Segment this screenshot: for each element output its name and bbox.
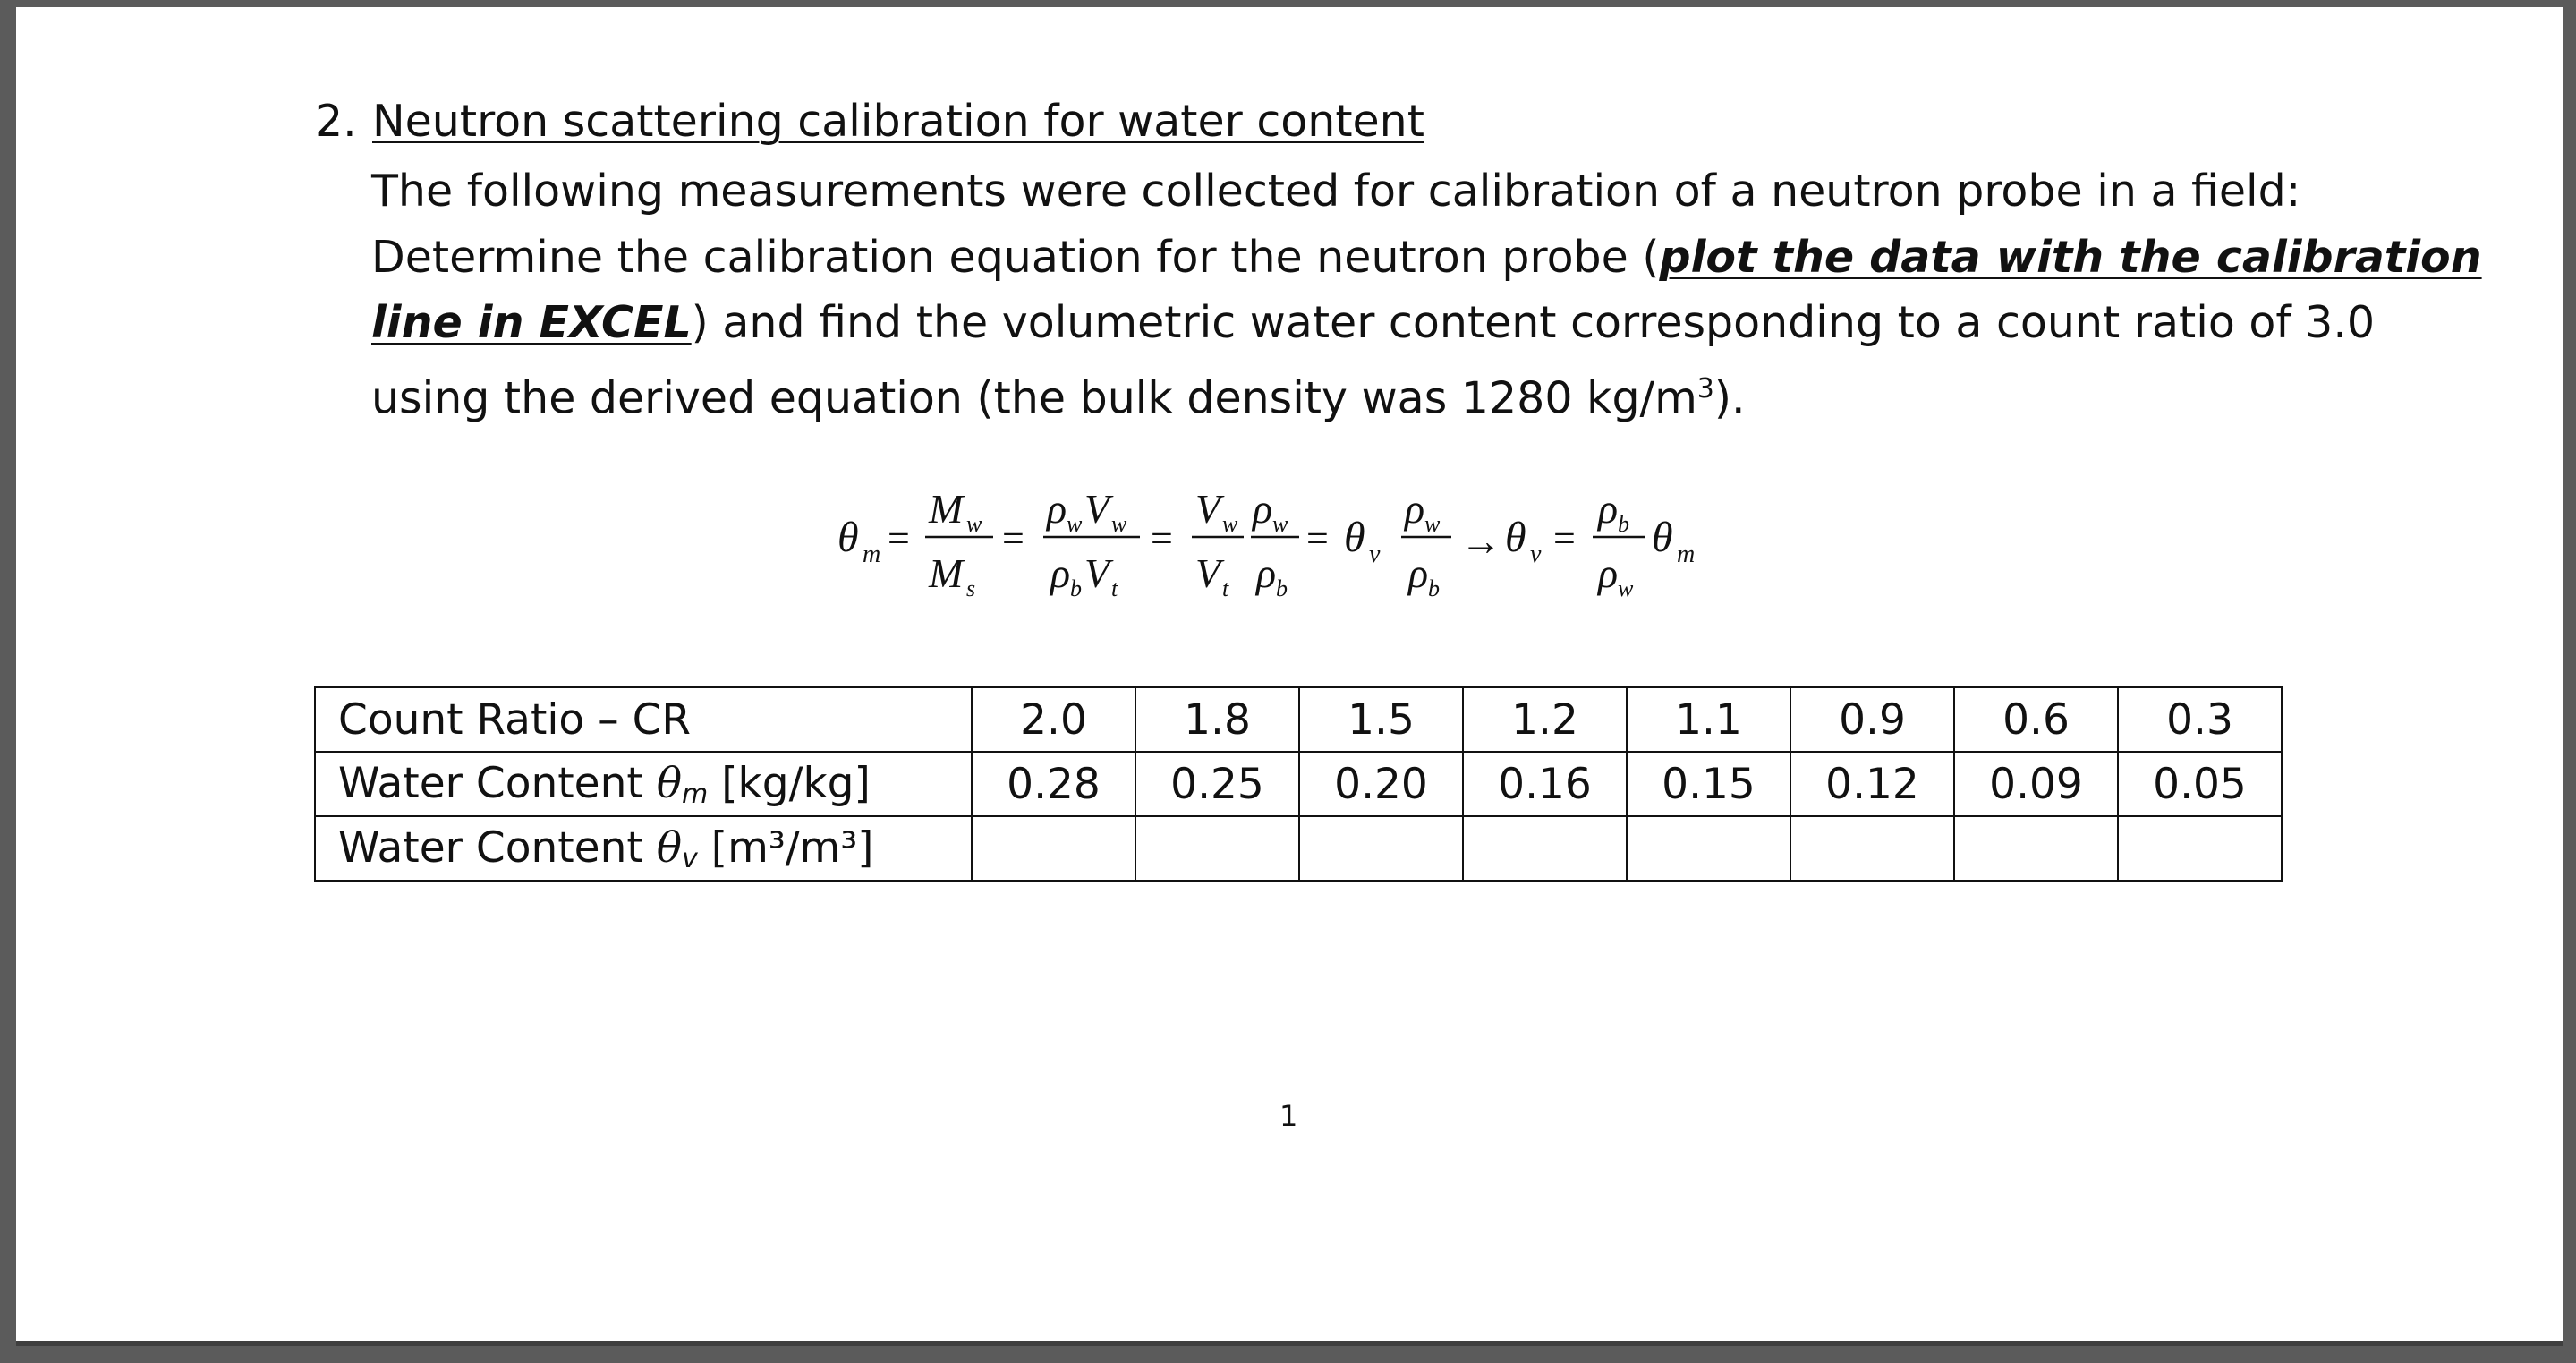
body-line-3: [371, 290, 2376, 356]
svg-text:m: m: [1677, 541, 1696, 568]
body-line-4-end: ).: [1713, 371, 1746, 423]
svg-text:V: V: [1195, 486, 1221, 532]
excel-instruction-cont: line in EXCEL: [371, 297, 692, 348]
svg-text:w: w: [1272, 511, 1288, 537]
body-line-2: [371, 225, 2482, 291]
body-line-2-text: Determine the calibration equation for the neutron probe (: [371, 231, 1660, 283]
svg-text:V: V: [1084, 550, 1110, 596]
table-cell: [1463, 816, 1627, 881]
table-cell: 0.3: [2118, 687, 2282, 752]
svg-text:ρ: ρ: [1253, 486, 1273, 532]
svg-text:b: b: [1276, 575, 1288, 601]
body-line-3-text: ) and find the volumetric water content corresponding to a count ratio of 3.0: [691, 297, 2376, 348]
svg-text:v: v: [1369, 541, 1381, 568]
table-cell: 0.25: [1135, 752, 1299, 816]
svg-text:w: w: [966, 511, 982, 537]
label-text: Water Content: [338, 822, 657, 873]
svg-text:θ: θ: [837, 514, 859, 561]
table-row: [315, 816, 2282, 881]
table-cell: 0.16: [1463, 752, 1627, 816]
svg-text:t: t: [1222, 575, 1229, 601]
theta-subscript: v: [682, 842, 698, 874]
page-number: 1: [1279, 1099, 1298, 1133]
svg-text:V: V: [1195, 550, 1221, 596]
svg-text:t: t: [1111, 575, 1118, 601]
svg-text:=: =: [888, 516, 910, 560]
table-cell: 0.12: [1790, 752, 1954, 816]
body-line-1: The following measurements were collected for calibration of a neutron probe in a field:: [371, 166, 2301, 217]
label-unit: [kg/kg]: [708, 758, 871, 808]
theta-symbol: θ: [656, 758, 683, 808]
svg-text:=: =: [1306, 516, 1329, 560]
label-unit: [m³/m³]: [697, 822, 874, 873]
svg-text:b: b: [1070, 575, 1082, 601]
table-cell: 0.9: [1790, 687, 1954, 752]
svg-text:ρ: ρ: [1047, 486, 1067, 532]
table-row: [315, 687, 2282, 752]
theta-symbol: θ: [656, 822, 683, 873]
label-text: Water Content: [338, 758, 657, 808]
svg-text:v: v: [1530, 541, 1542, 568]
svg-text:ρ: ρ: [1256, 550, 1277, 596]
table-cell: [1299, 816, 1463, 881]
svg-text:θ: θ: [1505, 514, 1526, 561]
svg-text:→: →: [1460, 518, 1501, 564]
svg-text:m: m: [863, 541, 881, 568]
table-cell: [2118, 816, 2282, 881]
svg-text:b: b: [1618, 511, 1629, 537]
table-cell: 0.28: [972, 752, 1135, 816]
table-cell: 0.05: [2118, 752, 2282, 816]
svg-text:s: s: [966, 575, 976, 601]
svg-text:ρ: ρ: [1598, 486, 1619, 532]
svg-text:V: V: [1084, 486, 1110, 532]
svg-text:=: =: [1002, 516, 1024, 560]
question-heading: [315, 93, 1424, 150]
table-cell: 1.2: [1463, 687, 1627, 752]
table-cell: 0.6: [1954, 687, 2118, 752]
svg-text:=: =: [1151, 516, 1173, 560]
svg-text:M: M: [929, 486, 964, 532]
table-cell: 2.0: [972, 687, 1135, 752]
svg-text:=: =: [1553, 516, 1576, 560]
table-cell: [972, 816, 1135, 881]
svg-text:b: b: [1428, 575, 1440, 601]
table-cell: [1954, 816, 2118, 881]
table-cell: 1.5: [1299, 687, 1463, 752]
svg-text:w: w: [1424, 511, 1441, 537]
table-cell: 0.20: [1299, 752, 1463, 816]
svg-text:ρ: ρ: [1050, 550, 1071, 596]
svg-text:ρ: ρ: [1598, 550, 1619, 596]
question-body: [371, 158, 2482, 430]
svg-text:w: w: [1222, 511, 1238, 537]
table-cell: 0.09: [1954, 752, 2118, 816]
table-cell: [1627, 816, 1790, 881]
row-label-count-ratio: Count Ratio – CR: [315, 687, 972, 752]
table-cell: 1.1: [1627, 687, 1790, 752]
svg-text:w: w: [1111, 511, 1127, 537]
svg-text:w: w: [1067, 511, 1083, 537]
body-line-4-text: using the derived equation (the bulk density was 1280 kg/m: [371, 371, 1697, 423]
svg-text:θ: θ: [1652, 514, 1673, 561]
excel-instruction: plot the data with the calibration: [1659, 231, 2482, 283]
table-cell: [1135, 816, 1299, 881]
svg-text:ρ: ρ: [1408, 550, 1429, 596]
table-cell: [1790, 816, 1954, 881]
question-title: Neutron scattering calibration for water content: [372, 96, 1424, 147]
row-label-water-content-volume: [315, 816, 972, 881]
table-cell: 1.8: [1135, 687, 1299, 752]
svg-text:w: w: [1618, 575, 1634, 601]
body-line-4: [371, 356, 2268, 431]
svg-text:θ: θ: [1344, 514, 1365, 561]
page-shadow: [16, 1341, 2563, 1346]
question-number: 2.: [315, 96, 357, 147]
calibration-table: [314, 686, 2283, 882]
theta-subscript: m: [682, 778, 709, 810]
cubic-superscript: 3: [1696, 372, 1714, 405]
svg-text:ρ: ρ: [1405, 486, 1425, 532]
row-label-water-content-mass: [315, 752, 972, 816]
water-content-equation: [832, 473, 1727, 616]
table-row: [315, 752, 2282, 816]
table-cell: 0.15: [1627, 752, 1790, 816]
svg-text:M: M: [929, 550, 964, 596]
